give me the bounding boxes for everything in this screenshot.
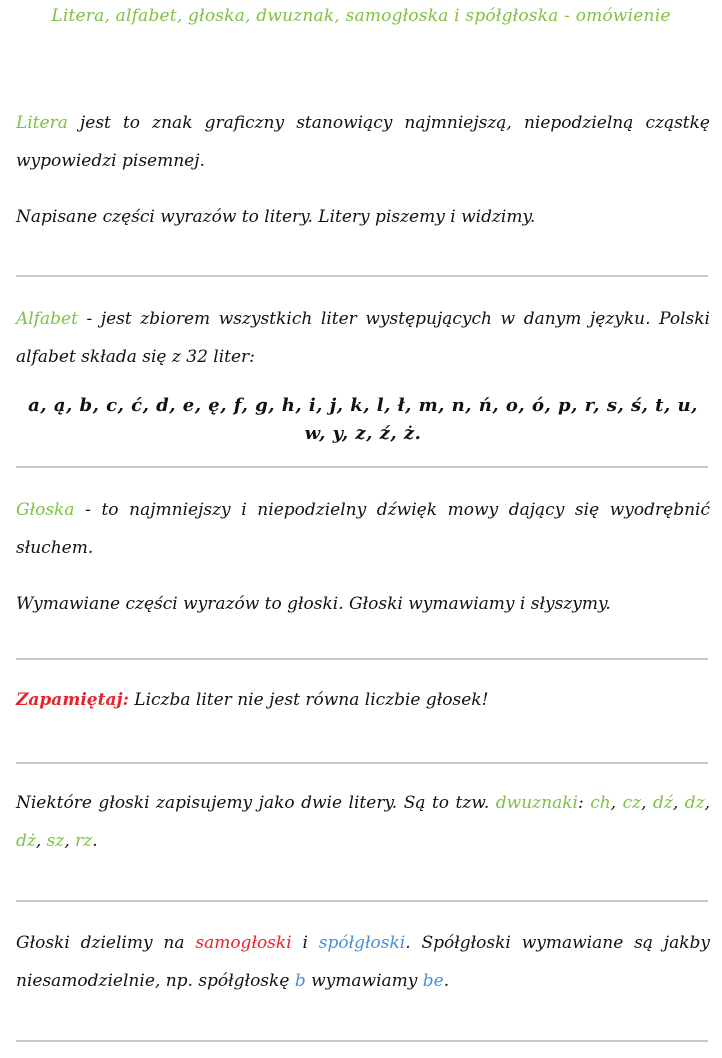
digraph-item: dź xyxy=(653,793,673,813)
podzial-rest2: wymawiamy xyxy=(305,971,423,991)
section-alfabet xyxy=(16,300,710,376)
page-title: Litera, alfabet, głoska, dwuznak, samogłoska i spółgłoska - omówienie xyxy=(51,6,671,26)
period: . xyxy=(92,831,98,851)
separator: , xyxy=(641,793,653,813)
dwuznaki-term: dwuznaki xyxy=(495,793,578,813)
podzial-rest: . Spółgłoski wymawiane są jakby niesamodzielnie, np. spółgłoskę xyxy=(16,933,710,991)
divider xyxy=(16,658,708,660)
gloska-definition xyxy=(16,491,710,567)
podzial-mid: i xyxy=(291,933,319,953)
alfabet-definition xyxy=(16,300,710,376)
podzial-paragraph xyxy=(16,924,710,1000)
separator: , xyxy=(35,831,47,851)
divider xyxy=(16,762,708,764)
section-litera xyxy=(16,104,710,236)
digraph-item: dz xyxy=(684,793,705,813)
spolgloski-term: spółgłoski xyxy=(318,933,406,953)
gloska-def-text: - to najmniejszy i niepodzielny dźwięk mowy dający się wyodrębnić słuchem. xyxy=(16,500,710,558)
zapamietaj-label: Zapamiętaj: xyxy=(16,690,129,710)
samogloski-term: samogłoski xyxy=(195,933,292,953)
zapamietaj-note xyxy=(16,681,710,719)
litera-def-text: jest to znak graficzny stanowiący najmniejszą, niepodzielną cząstkę wypowiedzi pisemnej. xyxy=(16,113,710,171)
separator: , xyxy=(704,793,711,813)
separator: , xyxy=(672,793,685,813)
section-gloska xyxy=(16,491,710,623)
section-zapamietaj xyxy=(16,681,710,719)
gloska-note: Wymawiane części wyrazów to głoski. Głoski wymawiamy i słyszymy. xyxy=(16,594,611,614)
divider xyxy=(16,1040,708,1042)
divider xyxy=(16,466,708,468)
digraph-item: rz xyxy=(75,831,93,851)
digraph-item: ch xyxy=(590,793,611,813)
divider xyxy=(16,275,708,277)
dwuznaki-colon: : xyxy=(577,793,591,813)
gloska-term: Głoska xyxy=(16,500,75,520)
alfabet-term: Alfabet xyxy=(16,309,78,329)
alphabet-letters: a, ą, b, c, ć, d, e, ę, f, g, h, i, j, k, l, ł, m, n, ń, o, ó, p, r, s, ś, t, u, w, y, z, ź, ż. xyxy=(28,395,698,444)
zapamietaj-text: Liczba liter nie jest równa liczbie głosek! xyxy=(128,690,489,710)
period: . xyxy=(443,971,450,991)
litera-term: Litera xyxy=(16,113,68,133)
digraph-item: cz xyxy=(622,793,642,813)
section-dwuznaki xyxy=(16,784,710,860)
litera-definition xyxy=(16,104,710,180)
digraph-item: sz xyxy=(46,831,65,851)
podzial-lead: Głoski dzielimy na xyxy=(16,933,196,953)
dwuznaki-paragraph xyxy=(16,784,710,860)
litera-note: Napisane części wyrazów to litery. Litery piszemy i widzimy. xyxy=(16,207,536,227)
digraph-item: dż xyxy=(16,831,36,851)
separator: , xyxy=(610,793,623,813)
separator: , xyxy=(64,831,76,851)
dwuznaki-lead: Niektóre głoski zapisujemy jako dwie litery. Są to tzw. xyxy=(16,793,496,813)
divider xyxy=(16,900,708,902)
section-podzial xyxy=(16,924,710,1000)
example-sound: be xyxy=(422,971,444,991)
example-letter: b xyxy=(294,971,306,991)
alfabet-def-text: - jest zbiorem wszystkich liter występujących w danym języku. Polski alfabet składa się z 32 liter: xyxy=(16,309,710,367)
